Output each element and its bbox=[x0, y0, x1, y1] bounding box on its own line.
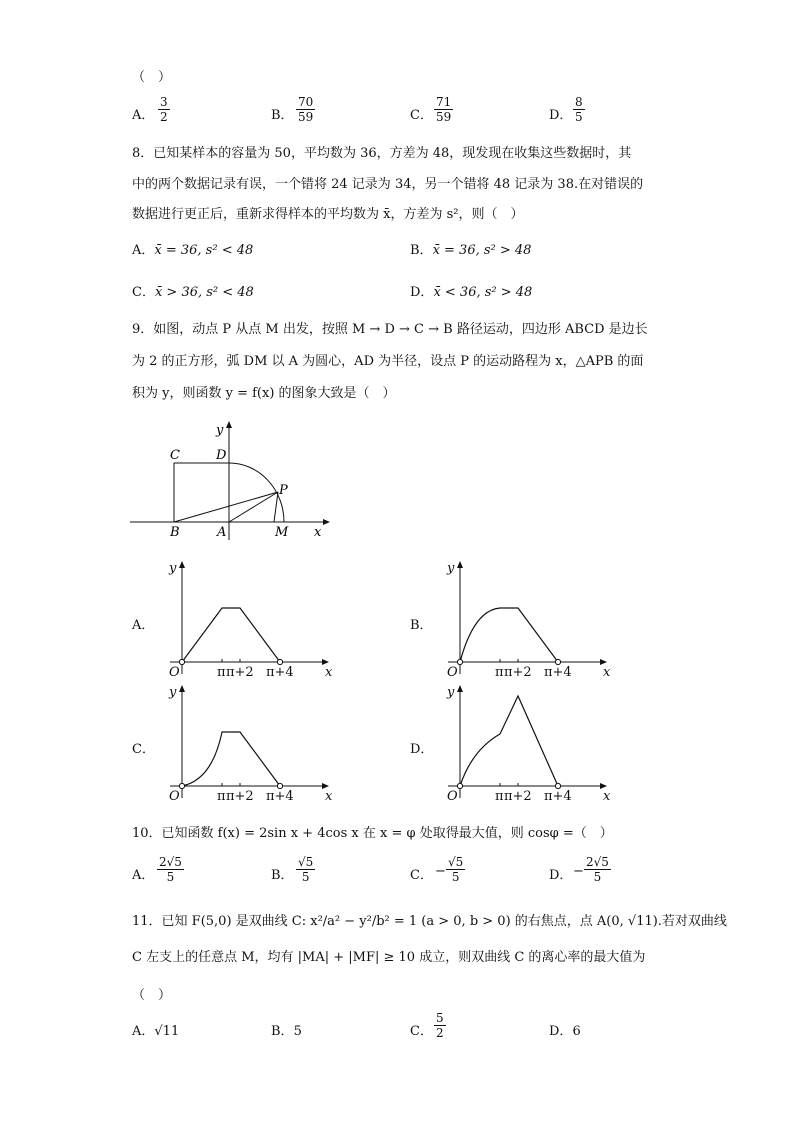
y-axis-label: y bbox=[169, 685, 177, 700]
q11-stem-line2: C 左支上的任意点 M，均有 |MA| + |MF| ≥ 10 成立，则双曲线 C 的离心率的最大值为 bbox=[132, 950, 646, 965]
option-fraction: $\frac{2√5}{5}$ bbox=[159, 855, 182, 884]
tick-label-pi-plus-2: π+2 bbox=[226, 665, 254, 678]
option-fraction: $\frac{5}{2}$ bbox=[436, 1011, 444, 1040]
option-label: D． bbox=[549, 108, 573, 123]
q9-graph-b[interactable] bbox=[440, 558, 620, 678]
label-a: A bbox=[217, 525, 227, 540]
tick-label-pi-plus-4: π+4 bbox=[544, 789, 572, 802]
tick-label-pi: π bbox=[217, 789, 226, 802]
graph-curve bbox=[182, 608, 280, 662]
x-axis-label: x bbox=[325, 665, 333, 678]
y-axis-arrow bbox=[457, 561, 463, 568]
q8-stem-line1: 8．已知某样本的容量为 50，平均数为 36，方差为 48，现发现在收集这些数据时，其 bbox=[132, 146, 632, 161]
origin-open-point bbox=[179, 659, 184, 664]
label-m: M bbox=[275, 525, 289, 540]
origin-open-point bbox=[179, 783, 184, 788]
q9-option-a-label[interactable]: A． bbox=[132, 618, 155, 633]
q11-option-b[interactable]: B．5 bbox=[271, 1024, 302, 1039]
q11-option-d[interactable]: D．6 bbox=[549, 1024, 581, 1039]
q8-stem-line2: 中的两个数据记录有误，一个错将 24 记录为 34，另一个错将 48 记录为 38.在对错误的 bbox=[132, 177, 644, 192]
y-axis-arrow bbox=[179, 561, 185, 568]
square-abcd bbox=[174, 463, 229, 522]
option-fraction: $\frac{2√5}{5}$ bbox=[586, 855, 609, 884]
option-fraction: $\frac{71}{59}$ bbox=[436, 95, 452, 124]
q11-option-a[interactable]: A．√11 bbox=[132, 1024, 180, 1039]
q8-option-c[interactable]: C．x̄ > 36, s² < 48 bbox=[132, 285, 254, 300]
origin-open-point bbox=[457, 783, 462, 788]
y-axis-label: y bbox=[169, 561, 177, 576]
option-label: C． bbox=[410, 108, 433, 123]
origin-label: O bbox=[447, 789, 458, 802]
origin-label: O bbox=[169, 665, 180, 678]
tick-label-pi-plus-2: π+2 bbox=[504, 665, 532, 678]
end-open-point bbox=[555, 783, 560, 788]
option-fraction: $\frac{√5}{5}$ bbox=[448, 855, 464, 884]
q9-graph-c[interactable] bbox=[162, 682, 342, 802]
tick-label-pi-plus-4: π+4 bbox=[266, 665, 294, 678]
label-c: C bbox=[170, 448, 180, 463]
option-fraction: $\frac{3}{2}$ bbox=[160, 95, 168, 124]
end-open-point bbox=[277, 659, 282, 664]
y-axis-arrow bbox=[457, 685, 463, 692]
q9-option-c-label[interactable]: C． bbox=[132, 742, 155, 757]
end-open-point bbox=[555, 659, 560, 664]
graph-curve bbox=[460, 696, 558, 786]
label-d: D bbox=[216, 448, 227, 463]
q9-option-b-label[interactable]: B． bbox=[410, 618, 433, 633]
y-axis-label: y bbox=[447, 561, 455, 576]
q9-geometry-figure bbox=[128, 420, 338, 550]
y-axis-label: y bbox=[447, 685, 455, 700]
q8-stem-line3: 数据进行更正后，重新求得样本的平均数为 x̄，方差为 s²，则（ ） bbox=[132, 207, 524, 222]
q9-graph-a[interactable] bbox=[162, 558, 342, 678]
origin-label: O bbox=[169, 789, 180, 802]
q9-stem-line1: 9．如图，动点 P 从点 M 出发，按照 M → D → C → B 路径运动，四边形 ABCD 是边长 bbox=[132, 322, 648, 337]
label-x: x bbox=[314, 525, 322, 540]
tick-label-pi-plus-4: π+4 bbox=[266, 789, 294, 802]
option-fraction: $\frac{8}{5}$ bbox=[575, 95, 583, 124]
end-open-point bbox=[277, 783, 282, 788]
label-b: B bbox=[170, 525, 180, 540]
tick-label-pi-plus-2: π+2 bbox=[504, 789, 532, 802]
label-y: y bbox=[216, 423, 224, 438]
graph-curve bbox=[182, 732, 280, 786]
q9-option-d-label[interactable]: D． bbox=[410, 742, 434, 757]
y-axis-arrow bbox=[226, 421, 232, 428]
x-axis-label: x bbox=[603, 665, 611, 678]
tick-label-pi: π bbox=[217, 665, 226, 678]
q8-option-d[interactable]: D．x̄ < 36, s² > 48 bbox=[410, 285, 533, 300]
q9-stem-line2: 为 2 的正方形，弧 DM 以 A 为圆心，AD 为半径，设点 P 的运动路程为 x，△APB 的面 bbox=[132, 354, 644, 369]
q7-paren: （ ） bbox=[132, 70, 172, 85]
label-p: P bbox=[279, 483, 288, 498]
tick-label-pi: π bbox=[495, 789, 504, 802]
tick-label-pi-plus-2: π+2 bbox=[226, 789, 254, 802]
q9-graph-d[interactable] bbox=[440, 682, 620, 802]
q9-stem-line3: 积为 y，则函数 y = f(x) 的图象大致是（ ） bbox=[132, 386, 396, 401]
q11-stem-line3: （ ） bbox=[132, 988, 172, 1003]
graph-curve bbox=[460, 608, 558, 662]
q11-stem-line1: 11．已知 F(5,0) 是双曲线 C: x²/a² − y²/b² = 1 (a > 0, b > 0) 的右焦点，点 A(0, √11).若对双曲线 bbox=[132, 914, 727, 929]
q10-stem: 10．已知函数 f(x) = 2sin x + 4cos x 在 x = φ 处取得最大值，则 cosφ =（ ） bbox=[132, 826, 613, 841]
segment-ap bbox=[229, 492, 278, 522]
origin-open-point bbox=[457, 659, 462, 664]
origin-label: O bbox=[447, 665, 458, 678]
q8-option-a[interactable]: A．x̄ = 36, s² < 48 bbox=[132, 243, 254, 258]
tick-label-pi-plus-4: π+4 bbox=[544, 665, 572, 678]
segment-pm bbox=[274, 492, 278, 522]
x-axis-label: x bbox=[603, 789, 611, 802]
option-label: A． bbox=[132, 108, 155, 123]
option-fraction: $\frac{√5}{5}$ bbox=[298, 855, 314, 884]
option-fraction: $\frac{70}{59}$ bbox=[298, 95, 314, 124]
segment-bp bbox=[174, 492, 278, 522]
tick-label-pi: π bbox=[495, 665, 504, 678]
x-axis-label: x bbox=[325, 789, 333, 802]
option-label: B． bbox=[271, 108, 294, 123]
q8-option-b[interactable]: B．x̄ = 36, s² > 48 bbox=[410, 243, 532, 258]
x-axis-arrow bbox=[323, 519, 330, 525]
y-axis-arrow bbox=[179, 685, 185, 692]
